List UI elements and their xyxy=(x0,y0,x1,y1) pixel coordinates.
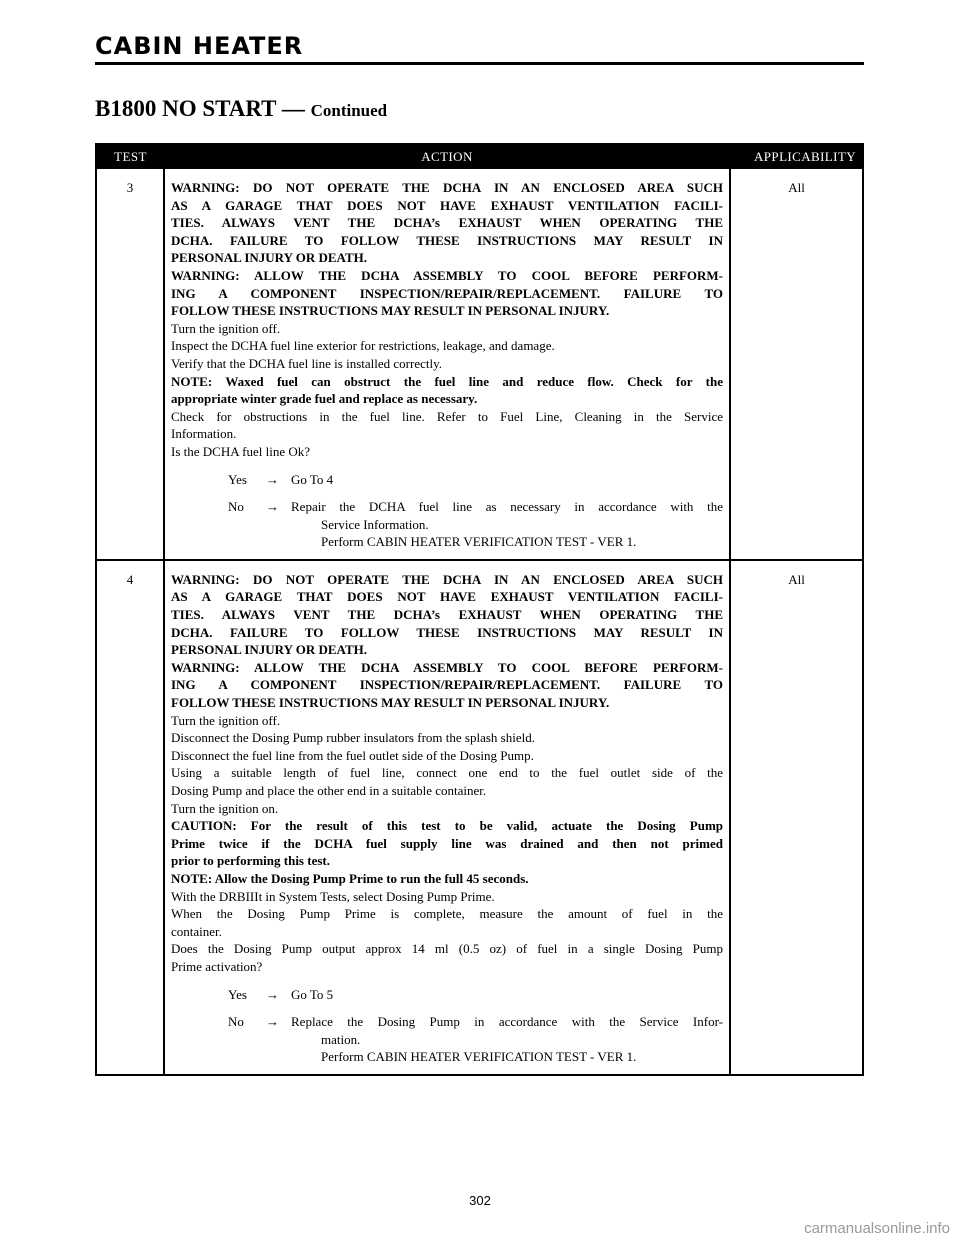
action-line: Is the DCHA fuel line Ok? xyxy=(171,443,311,459)
yes-label: Yes xyxy=(228,986,247,1002)
action-line: CAUTION: For the result of this test to be valid, actuate the Dosing Pump xyxy=(171,818,723,834)
action-line: FOLLOW THESE INSTRUCTIONS MAY RESULT IN PERSONAL INJURY. xyxy=(171,695,610,711)
action-line: TIES. ALWAYS VENT THE DCHA’s EXHAUST WHEN OPERATING THE xyxy=(171,215,723,231)
action-line: When the Dosing Pump Prime is complete, measure the amount of fuel in the xyxy=(171,906,723,922)
action-line: WARNING: DO NOT OPERATE THE DCHA IN AN ENCLOSED AREA SUCH xyxy=(171,180,723,195)
action-line: Prime activation? xyxy=(171,958,263,974)
action-line: Inspect the DCHA fuel line exterior for restrictions, leakage, and damage. xyxy=(171,338,555,354)
yes-option xyxy=(171,986,723,1004)
no-text: Service Information. xyxy=(321,516,429,532)
arrow-icon: → xyxy=(266,1014,279,1030)
action-line: Turn the ignition on. xyxy=(171,800,279,816)
action-line: Verify that the DCHA fuel line is installed correctly. xyxy=(171,355,443,371)
action-line: appropriate winter grade fuel and replace as necessary. xyxy=(171,391,478,407)
no-text: mation. xyxy=(321,1031,361,1047)
no-label: No xyxy=(228,1014,244,1030)
test-number: 4 xyxy=(96,560,164,1075)
table-row xyxy=(96,560,863,1075)
action-line: TIES. ALWAYS VENT THE DCHA’s EXHAUST WHEN OPERATING THE xyxy=(171,607,723,623)
section-title: CABIN HEATER xyxy=(95,32,304,60)
action-line: PERSONAL INJURY OR DEATH. xyxy=(171,642,368,658)
action-cell xyxy=(164,560,730,1075)
arrow-icon: → xyxy=(266,499,279,515)
action-line: PERSONAL INJURY OR DEATH. xyxy=(171,250,368,266)
action-line: Turn the ignition off. xyxy=(171,320,281,336)
table-row xyxy=(96,169,863,560)
no-text: Replace the Dosing Pump in accordance with the Service Infor- xyxy=(291,1014,723,1030)
action-line: AS A GARAGE THAT DOES NOT HAVE EXHAUST VENTILATION FACILI- xyxy=(171,197,723,213)
no-option xyxy=(171,1013,723,1066)
action-line: WARNING: ALLOW THE DCHA ASSEMBLY TO COOL BEFORE PERFORM- xyxy=(171,267,723,283)
applicability: All xyxy=(730,169,863,560)
action-line: AS A GARAGE THAT DOES NOT HAVE EXHAUST VENTILATION FACILI- xyxy=(171,589,723,605)
page-number: 302 xyxy=(469,1193,491,1208)
action-line: container. xyxy=(171,923,222,939)
applicability: All xyxy=(788,571,805,587)
action-line: FOLLOW THESE INSTRUCTIONS MAY RESULT IN PERSONAL INJURY. xyxy=(171,303,610,319)
no-label: No xyxy=(228,499,244,515)
action-line: NOTE: Allow the Dosing Pump Prime to run the full 45 seconds. xyxy=(171,870,529,886)
table-header-row xyxy=(96,144,863,169)
action-line: DCHA. FAILURE TO FOLLOW THESE INSTRUCTIONS MAY RESULT IN xyxy=(171,232,723,248)
action-line: DCHA. FAILURE TO FOLLOW THESE INSTRUCTIONS MAY RESULT IN xyxy=(171,624,723,640)
action-line: ING A COMPONENT INSPECTION/REPAIR/REPLACEMENT. FAILURE TO xyxy=(171,285,723,301)
action-line: Check for obstructions in the fuel line. Refer to Fuel Line, Cleaning in the Service xyxy=(171,408,723,424)
action-line: Information. xyxy=(171,426,237,442)
no-text: Perform CABIN HEATER VERIFICATION TEST - VER 1. xyxy=(321,534,637,550)
action-line: Turn the ignition off. xyxy=(171,712,281,728)
page-heading xyxy=(95,96,387,122)
header-rule xyxy=(95,62,864,65)
yes-option xyxy=(171,471,723,489)
heading-main: B1800 NO START — xyxy=(95,96,311,121)
action-line: WARNING: ALLOW THE DCHA ASSEMBLY TO COOL BEFORE PERFORM- xyxy=(171,659,723,675)
action-line: With the DRBIIIt in System Tests, select Dosing Pump Prime. xyxy=(171,888,495,904)
arrow-icon: → xyxy=(266,471,279,487)
yes-text: Go To 4 xyxy=(291,471,334,487)
action-line: Does the Dosing Pump output approx 14 ml (0.5 oz) of fuel in a single Dosing Pump xyxy=(171,941,723,957)
action-line: Disconnect the fuel line from the fuel outlet side of the Dosing Pump. xyxy=(171,747,534,763)
action-line: Disconnect the Dosing Pump rubber insulators from the splash shield. xyxy=(171,730,535,746)
no-text: Perform CABIN HEATER VERIFICATION TEST - VER 1. xyxy=(321,1049,637,1065)
action-line: ING A COMPONENT INSPECTION/REPAIR/REPLACEMENT. FAILURE TO xyxy=(171,677,723,693)
action-line: Prime twice if the DCHA fuel supply line was drained and then not primed xyxy=(171,835,723,851)
test-number: 3 xyxy=(96,169,164,560)
arrow-icon: → xyxy=(266,986,279,1002)
header-applicability: APPLICABILITY xyxy=(730,144,863,169)
no-text: Repair the DCHA fuel line as necessary in accordance with the xyxy=(291,499,723,515)
no-option xyxy=(171,498,723,551)
heading-continued: Continued xyxy=(310,101,388,120)
watermark: carmanualsonline.info xyxy=(804,1220,950,1237)
yes-text: Go To 5 xyxy=(291,986,334,1002)
action-line: NOTE: Waxed fuel can obstruct the fuel line and reduce flow. Check for the xyxy=(171,373,723,389)
yes-label: Yes xyxy=(228,471,247,487)
action-line: WARNING: DO NOT OPERATE THE DCHA IN AN ENCLOSED AREA SUCH xyxy=(171,571,723,587)
action-line: Using a suitable length of fuel line, connect one end to the fuel outlet side of the xyxy=(171,765,723,781)
action-cell xyxy=(164,169,730,560)
header-action: ACTION xyxy=(164,144,730,169)
diagnostic-table xyxy=(95,143,864,1076)
action-line: Dosing Pump and place the other end in a suitable container. xyxy=(171,783,487,798)
header-test: TEST xyxy=(96,144,164,169)
action-line: prior to performing this test. xyxy=(171,853,330,869)
